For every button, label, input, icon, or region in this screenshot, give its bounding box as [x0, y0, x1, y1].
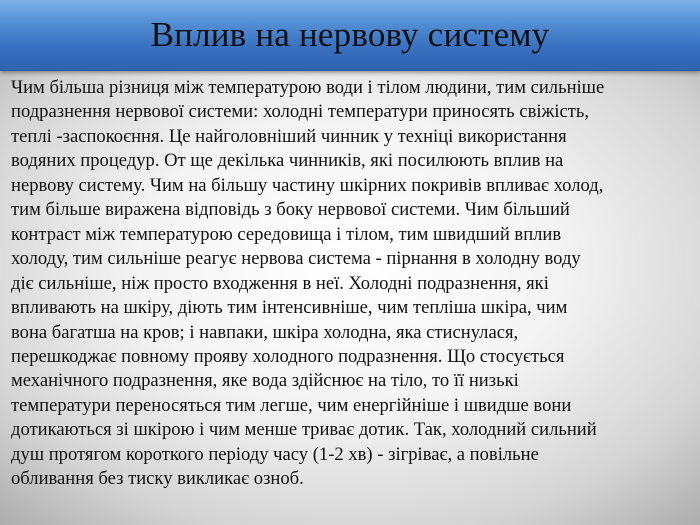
body-line: діє сильніше, ніж просто входження в неї. Холодні подразнення, які: [11, 272, 549, 294]
slide-body-text: [11, 76, 691, 492]
body-line: контраст між температурою середовища і тілом, тим швидший вплив: [11, 223, 562, 245]
title-bar: [0, 0, 700, 71]
body-line: холоду, тим сильніше реагує нервова система - пірнання в холодну воду: [11, 248, 581, 270]
body-line: дотикаються зі шкірою і чим менше триває дотик. Так, холодний сильний: [11, 419, 597, 441]
body-line: вона багатша на кров; і навпаки, шкіра холодна, яка стиснулася,: [11, 321, 519, 343]
slide-title: Вплив на нервову систему: [150, 15, 550, 54]
body-line: механічного подразнення, яке вода здійснює на тіло, то її низькі: [11, 370, 519, 392]
body-line: нервову систему. Чим на більшу частину шкірних покривів впливає холод,: [11, 174, 604, 196]
body-line: температури переносяться тим легше, чим енергійніше і швидше вони: [11, 394, 572, 416]
body-line: впливають на шкіру, діють тим інтенсивніше, чим тепліша шкіра, чим: [11, 297, 568, 319]
body-line: душ протягом короткого періоду часу (1-2 хв) - зігріває, а повільне: [11, 443, 539, 465]
body-line: Чим більша різниця між температурою води і тілом людини, тим сильніше: [11, 77, 605, 98]
body-line: подразнення нервової системи: холодні температури приносять свіжість,: [11, 101, 590, 123]
body-line: водяних процедур. От ще декілька чинників, які посилюють вплив на: [11, 150, 564, 172]
body-line: обливання без тиску викликає озноб.: [11, 468, 304, 490]
body-line: теплі -заспокоєння. Це найголовніший чинник у техніці використання: [11, 125, 567, 147]
body-line: перешкоджає повному прояву холодного подразнення. Що стосується: [11, 345, 565, 367]
body-line: тим більше виражена відповідь з боку нервової системи. Чим більший: [11, 199, 570, 221]
